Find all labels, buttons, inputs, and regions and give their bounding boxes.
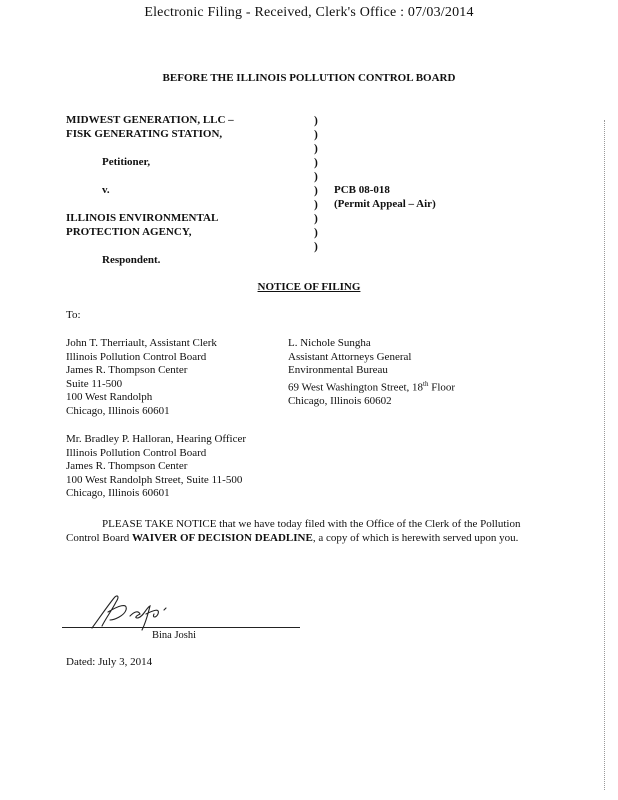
respondent-name-line1: ILLINOIS ENVIRONMENTAL: [66, 212, 219, 224]
floor-text: Floor: [428, 381, 456, 394]
signatory-name: Bina Joshi: [152, 630, 197, 641]
scan-edge-line: [604, 120, 605, 790]
caption-paren: ): [314, 115, 318, 127]
address-line: Chicago, Illinois 60601: [66, 487, 170, 500]
dated-line: Dated: July 3, 2014: [66, 656, 153, 668]
petitioner-name-line2: FISK GENERATING STATION,: [66, 128, 223, 140]
address-line: James R. Thompson Center: [66, 460, 188, 473]
respondent-name-line2: PROTECTION AGENCY,: [66, 226, 192, 238]
case-number: PCB 08-018: [334, 184, 390, 196]
document-name: WAIVER OF DECISION DEADLINE: [132, 532, 313, 544]
address-line: James R. Thompson Center: [66, 364, 188, 377]
recipient-clerk-address: [66, 337, 217, 419]
caption-paren: ): [314, 171, 318, 183]
respondent-role: Respondent.: [102, 254, 161, 266]
recipient-hearing-officer-address: [66, 433, 246, 501]
to-label: To:: [66, 309, 81, 321]
caption-paren: ): [314, 185, 318, 197]
case-type: (Permit Appeal – Air): [334, 198, 436, 210]
address-line: L. Nichole Sungha: [288, 337, 371, 349]
address-line: Chicago, Illinois 60601: [66, 404, 170, 417]
electronic-filing-header: Electronic Filing - Received, Clerk's Office : 07/03/2014: [144, 5, 474, 20]
address-line: Chicago, Illinois 60602: [288, 395, 392, 408]
notice-text-1: that we have today filed with the Office of the Clerk of the Pollution Control Board: [66, 518, 521, 544]
petitioner-name-line1: MIDWEST GENERATION, LLC –: [66, 114, 234, 126]
address-line: Environmental Bureau: [288, 364, 388, 377]
caption-paren: ): [314, 157, 318, 169]
notice-of-filing-title: NOTICE OF FILING: [257, 281, 361, 293]
notice-lead: PLEASE TAKE NOTICE: [102, 518, 217, 530]
caption-paren: ): [314, 241, 318, 253]
recipient-attorney-address: [288, 337, 455, 409]
notice-text-2: , a copy of which is herewith served upon you.: [312, 532, 519, 544]
ordinal-suffix: th: [423, 379, 429, 388]
address-line: Illinois Pollution Control Board: [66, 446, 207, 459]
address-line: [288, 378, 455, 395]
street-text: 69 West Washington Street, 18: [288, 381, 424, 394]
caption-paren: ): [314, 213, 318, 225]
address-line: 100 West Randolph Street, Suite 11-500: [66, 473, 243, 486]
address-line: 100 West Randolph: [66, 391, 153, 404]
versus-label: v.: [102, 184, 110, 196]
caption-parens: [314, 114, 324, 254]
petitioner-role: Petitioner,: [102, 156, 151, 168]
board-title: BEFORE THE ILLINOIS POLLUTION CONTROL BOARD: [162, 72, 456, 84]
caption-paren: ): [314, 227, 318, 239]
address-line: Mr. Bradley P. Halloran, Hearing Officer: [66, 433, 247, 445]
address-line: John T. Therriault, Assistant Clerk: [66, 337, 217, 349]
address-line: Suite 11-500: [66, 377, 123, 390]
signature-line: [62, 627, 300, 628]
caption-paren: ): [314, 129, 318, 141]
caption-paren: ): [314, 143, 318, 155]
notice-body-paragraph: [66, 517, 536, 545]
caption-paren: ): [314, 199, 318, 211]
address-line: Illinois Pollution Control Board: [66, 350, 207, 363]
address-line: Assistant Attorneys General: [288, 350, 412, 363]
